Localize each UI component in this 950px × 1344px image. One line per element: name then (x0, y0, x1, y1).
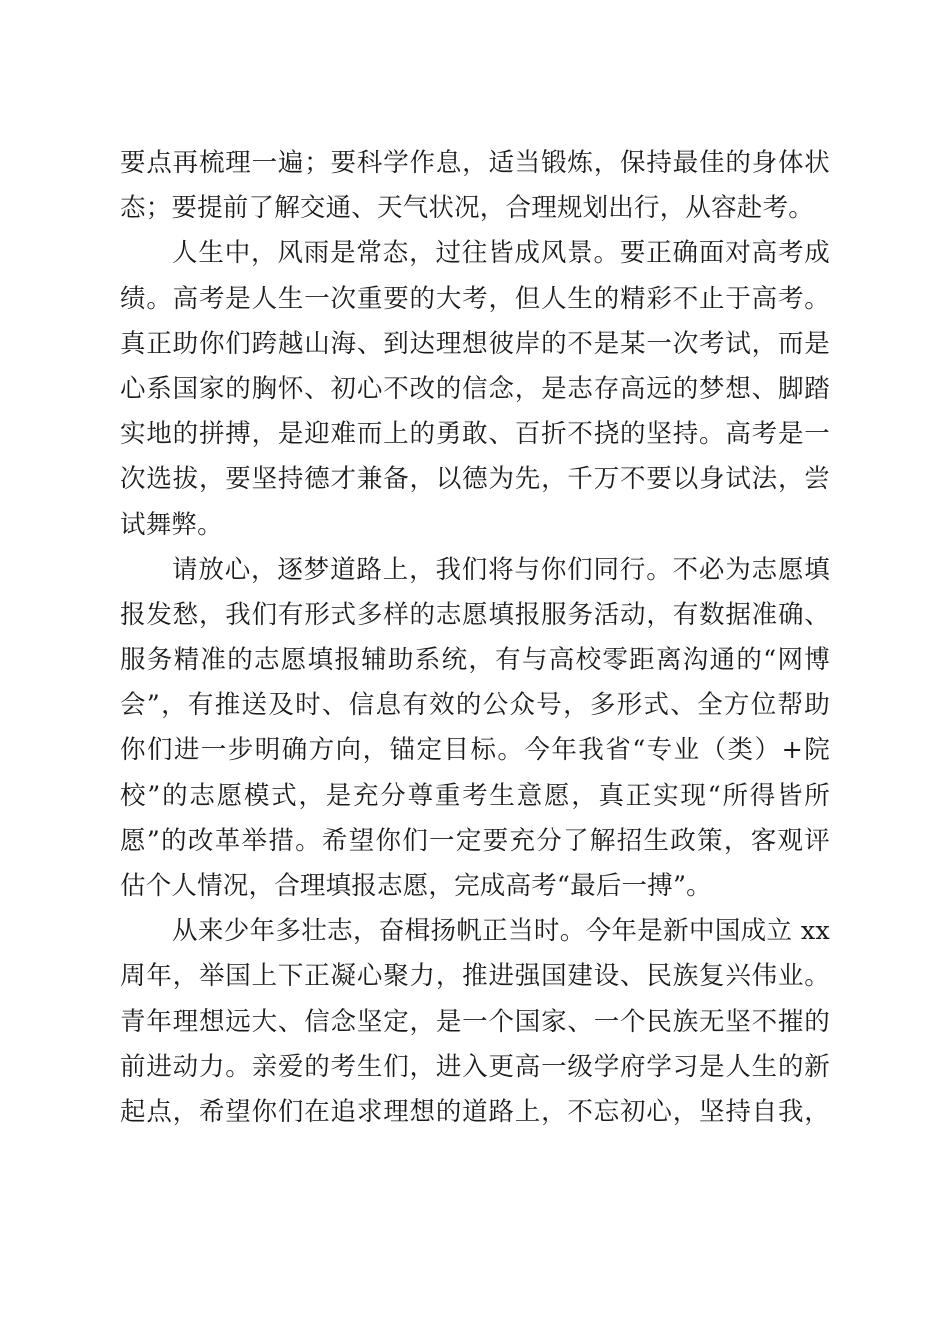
text-line: 服务精准的志愿填报辅助系统，有与高校零距离沟通的“网博 (120, 645, 830, 676)
text-line: 起点，希望你们在追求理想的道路上，不忘初心，坚持自我， (120, 1096, 830, 1127)
text-line: 愿”的改革举措。希望你们一定要充分了解招生政策，客观评 (120, 825, 830, 856)
text-line: 前进动力。亲爱的考生们，进入更高一级学府学习是人生的新 (120, 1051, 830, 1082)
text-line: 报发愁，我们有形式多样的志愿填报服务活动，有数据准确、 (120, 599, 830, 630)
paragraph-start-line: 请放心，逐梦道路上，我们将与你们同行。不必为志愿填 (172, 554, 830, 585)
text-line: 次选拔，要坚持德才兼备，以德为先，千万不要以身试法，尝 (120, 464, 830, 495)
text-line: 估个人情况，合理填报志愿，完成高考“最后一搏”。 (120, 871, 712, 901)
text-line: 青年理想远大、信念坚定，是一个国家、一个民族无坚不摧的 (120, 1006, 830, 1037)
text-line: 实地的拼搏，是迎难而上的勇敢、百折不挠的坚持。高考是一 (120, 419, 830, 450)
paragraph-start-line: 从来少年多壮志，奋楫扬帆正当时。今年是新中国成立 xx (172, 916, 830, 947)
text-line: 你们进一步明确方向，锚定目标。今年我省“专业（类）+院 (120, 735, 830, 766)
text-line: 会”，有推送及时、信息有效的公众号，多形式、全方位帮助 (120, 690, 830, 721)
text-line: 真正助你们跨越山海、到达理想彼岸的不是某一次考试，而是 (120, 328, 830, 359)
text-line: 态；要提前了解交通、天气状况，合理规划出行，从容赴考。 (120, 193, 814, 224)
text-line: 周年，举国上下正凝心聚力，推进强国建设、民族复兴伟业。 (120, 961, 830, 992)
text-line: 校”的志愿模式，是充分尊重考生意愿，真正实现“所得皆所 (120, 780, 830, 811)
text-line: 试舞弊。 (120, 509, 223, 540)
text-line: 绩。高考是人生一次重要的大考，但人生的精彩不止于高考。 (120, 283, 830, 314)
body-text (120, 141, 830, 1135)
text-line: 心系国家的胸怀、初心不改的信念，是志存高远的梦想、脚踏 (120, 373, 830, 404)
paragraph-start-line: 人生中，风雨是常态，过往皆成风景。要正确面对高考成 (172, 238, 830, 269)
text-line: 要点再梳理一遍；要科学作息，适当锻炼，保持最佳的身体状 (120, 148, 830, 178)
